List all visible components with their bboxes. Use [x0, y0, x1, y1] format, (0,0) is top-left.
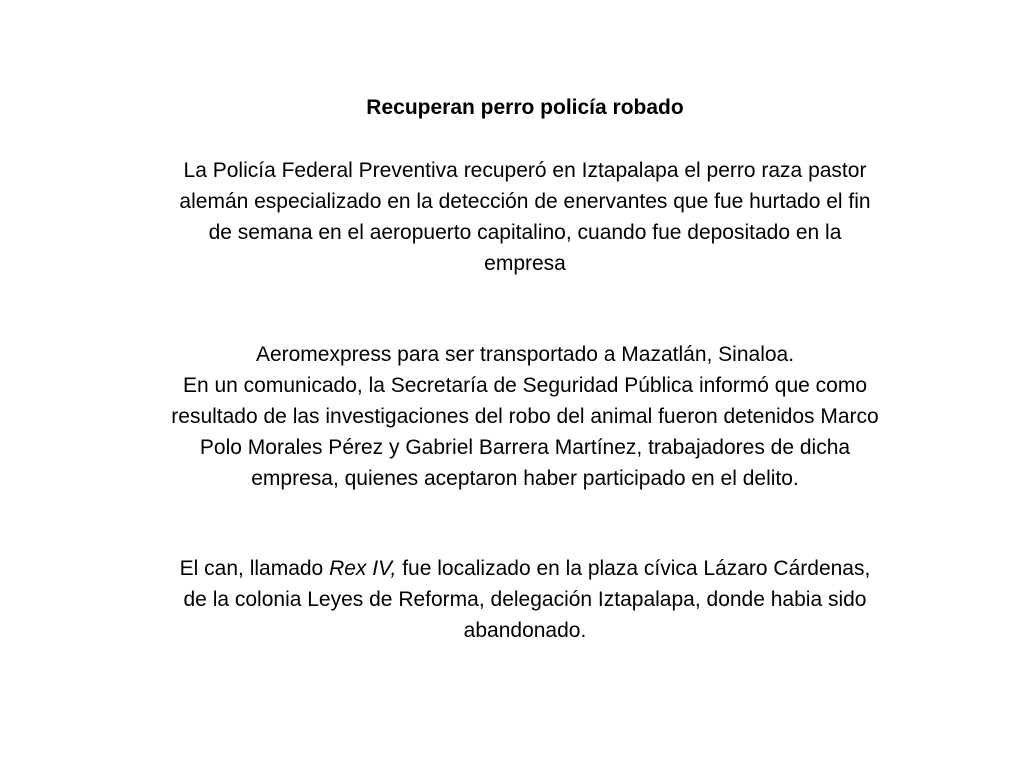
paragraph-3-text-before: El can, llamado: [179, 557, 330, 580]
paragraph-3-text-after: fue localizado en la plaza cívica Lázaro Cárdenas,: [396, 557, 871, 580]
paragraph-1-line: alemán especializado en la detección de enervantes que fue hurtado el fin: [179, 190, 871, 213]
paragraph-1: [0, 155, 1024, 279]
paragraph-2-line: resultado de las investigaciones del robo del animal fueron detenidos Marco: [171, 405, 879, 428]
paragraph-2: [0, 339, 1024, 494]
paragraph-3-line: de la colonia Leyes de Reforma, delegación Iztapalapa, donde habia sido: [183, 588, 867, 611]
paragraph-3-line: [0, 553, 1024, 584]
document-title: Recuperan perro policía robado: [366, 96, 684, 119]
paragraph-1-line: La Policía Federal Preventiva recuperó en Iztapalapa el perro raza pastor: [183, 159, 867, 182]
dog-name: Rex IV,: [329, 557, 397, 580]
paragraph-2-line: Polo Morales Pérez y Gabriel Barrera Martínez, trabajadores de dicha: [199, 436, 851, 459]
paragraph-2-line: En un comunicado, la Secretaría de Seguridad Pública informó que como: [182, 374, 868, 397]
paragraph-1-line: de semana en el aeropuerto capitalino, cuando fue depositado en la: [208, 221, 842, 244]
paragraph-2-line: Aeromexpress para ser transportado a Mazatlán, Sinaloa.: [255, 343, 795, 366]
paragraph-3: [0, 553, 1024, 646]
paragraph-1-line: empresa: [484, 252, 566, 275]
paragraph-2-line: empresa, quienes aceptaron haber participado en el delito.: [251, 467, 799, 490]
paragraph-3-line: abandonado.: [463, 619, 587, 642]
